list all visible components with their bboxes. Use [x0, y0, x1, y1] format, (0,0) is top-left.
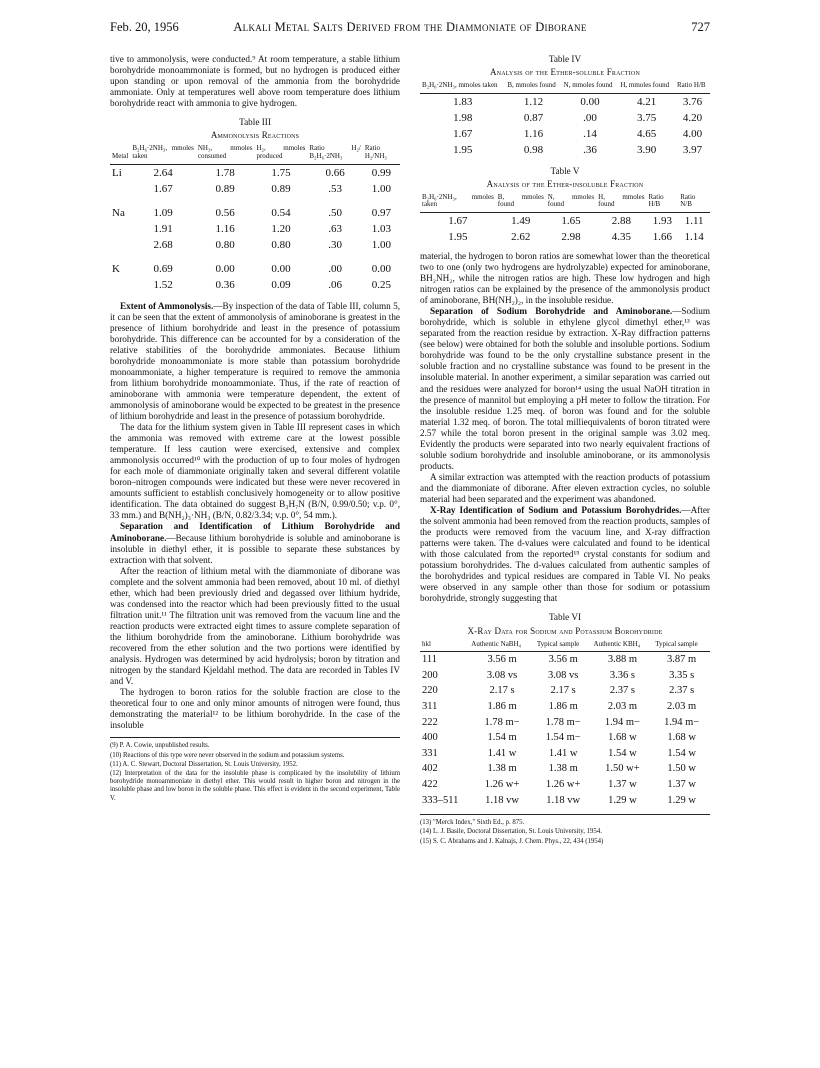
table-row — [420, 212, 710, 229]
table-cell: 2.17 s — [489, 685, 515, 697]
table-cell: 3.08 vs — [486, 669, 518, 681]
table-cell: 1.00 — [371, 182, 392, 195]
footnotes — [420, 814, 710, 846]
table-title: Table VI — [548, 612, 582, 623]
table-cell: 4.20 — [682, 111, 703, 124]
table-cell: .00 — [328, 262, 342, 275]
table-cell: 2.62 — [511, 230, 531, 243]
table-cell: 1.11 — [684, 214, 704, 227]
table-cell: 0.80 — [271, 238, 291, 251]
table-title: Table III — [239, 117, 271, 128]
table-row — [420, 93, 710, 110]
table-cell: 1.67 — [448, 214, 468, 227]
table-row — [420, 668, 710, 684]
table-cell: 1.49 — [511, 214, 531, 227]
table-cell: 0.36 — [215, 278, 235, 291]
table-cell: 1.37 w — [608, 778, 637, 790]
table-cell: 2.37 s — [669, 685, 695, 697]
table-cell: 1.16 — [523, 127, 544, 140]
table-row — [420, 761, 710, 777]
table-cell: 1.20 — [271, 222, 291, 235]
table-header-cell: Typical sample — [535, 641, 592, 652]
paragraph-text: —By inspection of the data of Table III, column 5, it can be seen that the extent of ammonolysis of aminoborane is greatest in the presence of lithium borohydride and least in the presence of potassium borohydride. This difference can be accounted for by a consideration of the relative stabilities of the borohydride ammoniates. Because lithium borohydride monoammoniate is more stable than potassium borohydride monoammoniate, a higher temperature is required to remove the ammonia from lithium borohydride monoammoniate. Thus, if the rate of reaction of aminoborane with ammonia were temperature dependent, the extent of ammonolysis of aminoborane would be expected to be greatest in the presence of lithium borohydride and least in the presence of potassium borohydride. — [110, 300, 400, 421]
table-cell: 1.67 — [453, 127, 473, 140]
table-ether-insoluble — [420, 194, 710, 245]
table-row — [420, 652, 710, 668]
paragraph-text: —After the solvent ammonia had been removed from the reaction products, samples of the products were removed from the vacuum line, and X-ray diffraction patterns were taken. The d-values were calculated and found to be identical with those calculated from the reported¹⁵ crystal constants for sodium and potassium borohydrides. The d-values calculated from authentic samples of the borohydrides and typical residues are compared in Table VI. No peaks were observed in any sample other than those for sodium or potassium borohydride, strongly suggesting that — [420, 505, 710, 604]
table-row — [420, 110, 710, 126]
footnote: (14) L. J. Basile, Doctoral Dissertation, St. Louis University, 1954. — [420, 828, 602, 836]
table-header-cell: B₂H₆·2NH₃, mmoles taken — [420, 82, 505, 93]
table-cell: 0.89 — [271, 182, 291, 195]
table-cell: 2.37 s — [609, 685, 635, 697]
table-cell: 3.88 m — [607, 654, 637, 666]
table-cell: 1.26 w+ — [484, 778, 520, 790]
table-header-cell: NH₃, mmoles consumed — [196, 145, 255, 164]
table-ether-soluble — [420, 82, 710, 158]
paragraph — [110, 301, 400, 423]
table-cell: .14 — [583, 127, 597, 140]
table-cell: 1.37 w — [667, 778, 696, 790]
paragraph — [420, 306, 710, 472]
table-cell: 1.78 m− — [484, 716, 520, 728]
table-cell: 0.80 — [215, 238, 235, 251]
section-heading: X-Ray Identification of Sodium and Potassium Borohydrides. — [430, 505, 682, 516]
table-cell: 0.00 — [215, 262, 235, 275]
table-row — [420, 229, 710, 245]
paragraph: material, the hydrogen to boron ratios are somewhat lower than the theoretical two to one (only two hydrogens are hydrolyzable) expected for aminoborane, BH₂NH₂, while the nitrogen ratios are high. These low hydrogen and high nitrogen ratios can be explained by the presence of the ammonolysis product of aminoborane, BH(NH₂)₂, in the insoluble residue. — [420, 250, 710, 306]
table-cell: 4.21 — [637, 95, 657, 108]
footnote: (9) P. A. Cowie, unpublished results. — [110, 742, 210, 750]
table-row — [110, 221, 400, 237]
table-cell: Li — [112, 166, 122, 179]
table-cell: 1.83 — [453, 95, 473, 108]
table-cell: 0.54 — [271, 206, 291, 219]
table-cell: 4.35 — [611, 230, 631, 243]
table-cell — [110, 181, 130, 197]
table-cell: 3.90 — [637, 143, 657, 156]
table-cell: 1.29 w — [667, 794, 696, 806]
table-cell: 1.14 — [684, 230, 704, 243]
table-cell: 0.97 — [371, 206, 392, 219]
table-title: Table V — [550, 165, 580, 176]
table-row — [110, 261, 400, 277]
footnote: (10) Reactions of this type were never observed in the sodium and potassium systems. — [110, 751, 345, 759]
table-caption: X-Ray Data for Sodium and Potassium Borohydride — [467, 625, 663, 636]
table-cell: 200 — [422, 669, 438, 681]
table-header-cell: Ratio H₂/NH₃ — [363, 145, 400, 164]
table-cell: 2.88 — [611, 214, 631, 227]
table-cell: 1.68 w — [667, 732, 696, 744]
running-title: Alkali Metal Salts Derived from the Diammoniate of Diborane — [233, 20, 587, 34]
table-cell: 0.00 — [580, 95, 600, 108]
table-cell: 0.00 — [371, 262, 392, 275]
table-row — [420, 126, 710, 142]
table-cell: 1.29 w — [608, 794, 637, 806]
table-cell — [110, 237, 130, 253]
table-header-cell: B₂H₆·2NH₃, mmoles taken — [130, 145, 196, 164]
section-heading: Separation of Sodium Borohydride and Aminoborane. — [430, 306, 673, 317]
table-header-cell: Ratio H₂/ B₂H₆·2NH₃ — [307, 145, 362, 164]
table-caption: Ammonolysis Reactions — [210, 130, 300, 141]
table-cell: 400 — [422, 732, 438, 744]
table-cell: 422 — [422, 778, 438, 790]
table-caption: Analysis of the Ether-insoluble Fraction — [486, 178, 644, 189]
table-cell: 1.41 w — [548, 747, 578, 759]
table-cell: 1.66 — [652, 230, 672, 243]
table-cell: 2.98 — [561, 230, 581, 243]
paragraph: After the reaction of lithium metal with the diammoniate of diborane was complete and the solvent ammonia had been removed, about 10 ml. of diethyl ether, which had been previously dried and degassed over lithium hydride, was condensed into the reactor which had been previously fitted to the usual filtration unit.¹¹ The filtration unit was removed from the vacuum line and the reaction products were extracted eight times to assure complete separation of the lithium borohydride from the aminoborane. Lithium borohydride was recovered from the ether solution and the two portions were identified by analysis. Hydrogen was determined by acid hydrolysis; boron by titration and nitrogen by the standard Kjeldahl method. The data are recorded in Tables IV and V. — [110, 565, 400, 687]
table-cell: 1.95 — [448, 230, 468, 243]
table-xray-data — [420, 641, 710, 809]
table-cell: 1.00 — [371, 238, 392, 251]
table-cell: .30 — [328, 238, 342, 251]
table-cell: 3.08 vs — [548, 669, 579, 681]
table-cell: 0.56 — [215, 206, 235, 219]
table-cell: 0.89 — [215, 182, 235, 195]
table-cell: 1.12 — [523, 95, 544, 108]
table-cell: K — [112, 262, 120, 275]
table-cell: 4.65 — [637, 127, 657, 140]
table-cell: 0.25 — [371, 278, 392, 291]
table-title: Table IV — [548, 54, 582, 64]
table-cell: 2.03 m — [607, 700, 637, 712]
table-row — [110, 181, 400, 197]
table-cell: 1.26 w+ — [545, 778, 581, 790]
table-cell: 1.86 m — [548, 700, 578, 712]
table-cell: 3.56 m — [487, 654, 517, 666]
table-cell: 1.86 m — [487, 700, 517, 712]
table-cell: 1.54 m — [487, 732, 517, 744]
table-cell: 1.67 — [153, 182, 173, 195]
table-cell: 333–511 — [422, 794, 459, 806]
table-header-cell: Ratio H/B — [675, 82, 710, 93]
footnote: (12) Interpretation of the data for the insoluble phase is complicated by the insolubility of lithium borohydride monoammoniate in diethyl ether. This would result in higher boron and nitrogen in the insoluble phase and low boron in the soluble phase. This effect is evident in the second experiment, Table V. — [110, 769, 400, 802]
table-row — [420, 683, 710, 699]
table-cell: 1.54 w — [667, 747, 696, 759]
table-cell: Na — [112, 206, 125, 219]
table-cell: 1.52 — [153, 278, 173, 291]
table-header-cell: Authentic KBH₄ — [592, 641, 654, 652]
table-cell: 1.94 m− — [664, 716, 700, 728]
table-row — [110, 164, 400, 181]
paragraph: The hydrogen to boron ratios for the soluble fraction are close to the theoretical four to one and only minor amounts of nitrogen were found, thus demonstrating the material¹² to be lithium borohydride. In the case of the insoluble — [110, 687, 400, 731]
table-header-cell: B₂H₆·2NH₃, mmoles taken — [420, 194, 496, 213]
table-caption: Analysis of the Ether-soluble Fraction — [490, 67, 640, 78]
table-cell: 1.91 — [153, 222, 173, 235]
table-cell: 1.41 w — [487, 747, 517, 759]
table-header-cell: hkl — [420, 641, 469, 652]
table-cell: 222 — [422, 716, 438, 728]
table-cell: 1.54 m− — [545, 732, 581, 744]
table-cell: 0.99 — [371, 166, 392, 179]
table-cell: 0.09 — [271, 278, 291, 291]
header-date: Feb. 20, 1956 — [110, 20, 179, 34]
table-cell: 0.98 — [523, 143, 544, 156]
table-row — [420, 746, 710, 762]
table-cell: 220 — [422, 685, 438, 697]
paragraph: The data for the lithium system given in Table III represent cases in which the ammonia was removed with extreme care at the lowest possible temperature. If less caution were exercised, extensive and complex ammonolysis occurred¹⁰ with the production of up to four moles of hydrogen for each mole of diammoniate originally taken and several different volatile boron–nitrogen compounds were indicated but these were never recovered in amounts sufficient to establish conclusively homogeneity or to allow positive identification. The data obtained do suggest B₃H₇N (B/N, 0.99/0.50; v.p. 0°, 33 mm.) and B(NH₂)₃·NH₃ (B/N, 0.82/3.34; v.p. 0°, 54 mm.). — [110, 422, 400, 521]
paragraph — [110, 521, 400, 565]
table-cell: 0.87 — [523, 111, 544, 124]
table-ammonolysis — [110, 145, 400, 292]
footnote: (13) "Merck Index," Sixth Ed., p. 875. — [420, 819, 525, 827]
table-header-cell: N, mmoles found — [562, 82, 619, 93]
table-cell — [110, 221, 130, 237]
table-cell: 1.38 m — [487, 763, 517, 775]
table-cell: 0.69 — [153, 262, 173, 275]
paragraph: tive to ammonolysis, were conducted.⁹ At room temperature, a stable lithium borohydride monoammoniate is formed, but no hydrogen is produced either upon standing or upon removal of the ammonia from the borohydride ammoniate. Only at temperatures well above room temperature does lithium borohydride react with ammonia to give hydrogen. — [110, 54, 400, 109]
table-cell: 1.18 vw — [546, 794, 581, 806]
table-cell: 3.75 — [637, 111, 657, 124]
table-cell: 311 — [422, 700, 438, 712]
table-header-cell: Ratio N/B — [678, 194, 710, 213]
table-cell: 1.78 m− — [545, 716, 581, 728]
table-cell: 2.64 — [153, 166, 173, 179]
table-row — [420, 699, 710, 715]
table-cell: 1.75 — [271, 166, 291, 179]
table-cell: 2.17 s — [550, 685, 576, 697]
table-cell: 1.50 w — [667, 763, 696, 775]
table-cell: 331 — [422, 747, 438, 759]
table-row — [420, 793, 710, 809]
table-cell: 0.00 — [271, 262, 291, 275]
footnote: (15) S. C. Abrahams and J. Kalnajs, J. Chem. Phys., 22, 434 (1954) — [420, 837, 604, 845]
table-row — [110, 237, 400, 253]
table-cell: 2.03 m — [667, 700, 697, 712]
table-row — [110, 205, 400, 221]
table-cell: .36 — [583, 143, 597, 156]
table-header-cell: B, mmoles found — [496, 194, 546, 213]
table-cell: 1.78 — [215, 166, 235, 179]
table-cell: 1.68 w — [608, 732, 637, 744]
table-cell — [110, 277, 130, 293]
table-header-cell: Ratio H/B — [647, 194, 679, 213]
table-header-cell: N, mmoles found — [546, 194, 596, 213]
table-cell: 1.38 m — [548, 763, 578, 775]
table-header-cell: H, mmoles found — [618, 82, 675, 93]
table-cell: .06 — [328, 278, 342, 291]
table-cell: 1.65 — [561, 214, 581, 227]
right-column — [420, 54, 710, 847]
table-header-cell: Metal — [110, 145, 130, 164]
table-cell: 1.50 w+ — [605, 763, 640, 775]
table-cell: 4.00 — [682, 127, 703, 140]
table-cell: 1.94 m− — [604, 716, 640, 728]
table-cell: .00 — [583, 111, 597, 124]
table-cell: .50 — [328, 206, 342, 219]
table-cell: 1.93 — [652, 214, 672, 227]
table-row — [420, 142, 710, 158]
paragraph-text: —Sodium borohydride, which is soluble in ethylene glycol dimethyl ether,¹³ was separated from the reaction residue by extraction. X-Ray diffraction patterns (see below) were obtained for both the soluble and insoluble portions. Sodium borohydride was found to be the only crystalline substance present in the soluble fraction and no crystalline substance was found to be present in the insoluble material. In another experiment, a similar separation was carried out and the residues were analyzed for boron¹⁴ using the usual NaOH titration in the presence of mannitol but employing a pH meter to follow the titration. For the insoluble residue 1.25 meq. of boron was found and for the soluble material 1.32 meq. of boron. The total milliequivalents of boron titrated were 2.57 while the total boron present in the original sample was 3.02 meq. Evidently the products were separated into two nearly equivalent fractions of soluble sodium borohydride and insoluble aminoborane, or its ammonolysis products. — [420, 306, 710, 471]
left-column — [110, 54, 400, 804]
table-row — [110, 277, 400, 293]
table-cell: 1.18 vw — [485, 794, 519, 806]
table-cell: 3.87 m — [667, 654, 697, 666]
table-cell: 1.16 — [215, 222, 235, 235]
table-cell: 1.95 — [453, 143, 473, 156]
table-header-cell: Typical sample — [653, 641, 710, 652]
table-row — [420, 730, 710, 746]
section-heading: Extent of Ammonolysis. — [120, 300, 214, 311]
table-row — [420, 777, 710, 793]
table-cell: 1.03 — [371, 222, 392, 235]
table-header-cell: B, mmoles found — [505, 82, 561, 93]
table-cell: 1.98 — [453, 111, 473, 124]
table-header-cell: H, mmoles found — [596, 194, 646, 213]
page-number: 727 — [691, 20, 710, 34]
table-row — [420, 715, 710, 731]
section-heading: Separation and Identification of Lithium Borohydride and Aminoborane. — [110, 521, 400, 543]
table-cell: 111 — [422, 654, 437, 666]
table-cell: 3.35 s — [669, 669, 695, 681]
table-cell: 402 — [422, 763, 438, 775]
page-header — [110, 20, 710, 42]
table-cell: 2.68 — [153, 238, 173, 251]
table-header-cell: H₂, mmoles produced — [254, 145, 307, 164]
table-cell: .63 — [328, 222, 342, 235]
footnotes — [110, 737, 400, 802]
table-cell: 0.66 — [325, 166, 345, 179]
table-cell: 1.09 — [153, 206, 173, 219]
table-cell: 3.56 m — [548, 654, 578, 666]
paragraph: A similar extraction was attempted with the reaction products of potassium and the diammoniate of diborane. After eleven extraction cycles, no soluble material had been separated and the experiment was abandoned. — [420, 471, 710, 504]
footnote: (11) A. C. Stewart, Doctoral Dissertation, St. Louis University, 1952. — [110, 760, 298, 768]
table-header-cell: Authentic NaBH₄ — [469, 641, 535, 652]
table-cell: .53 — [328, 182, 342, 195]
table-cell: 3.97 — [682, 143, 703, 156]
paragraph — [420, 505, 710, 604]
table-cell: 3.36 s — [609, 669, 635, 681]
table-cell: 3.76 — [682, 95, 703, 108]
table-cell: 1.54 w — [608, 747, 637, 759]
paragraph-text: —Because lithium borohydride is soluble and aminoborane is insoluble in diethyl ether, it is possible to separate these substances by extraction with that solvent. — [110, 532, 400, 565]
